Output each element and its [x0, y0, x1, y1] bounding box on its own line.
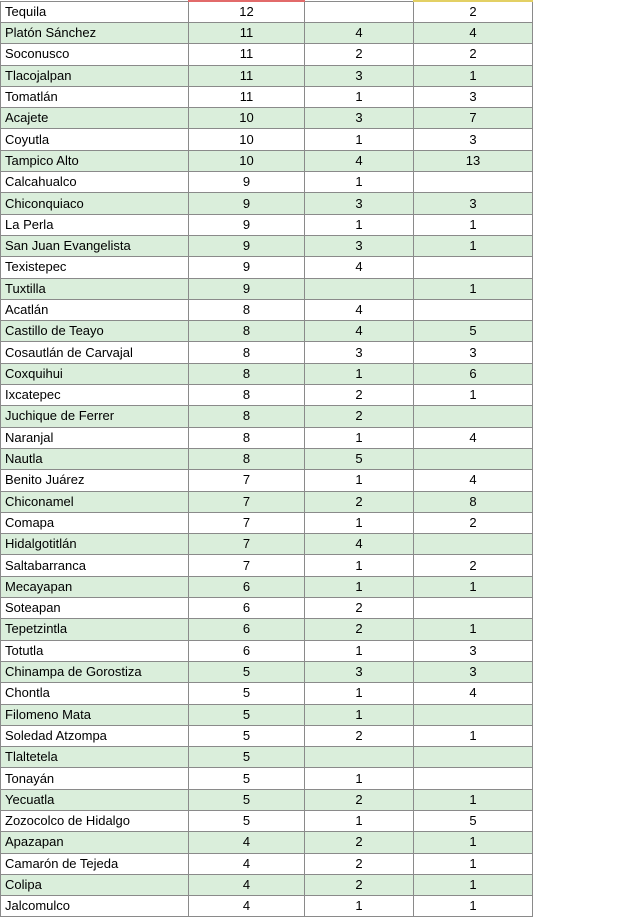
value-cell-col2[interactable]: 3: [305, 65, 414, 86]
table-row: [1, 810, 533, 831]
value-cell-col3[interactable]: 1: [414, 65, 533, 86]
value-cell-col1[interactable]: 9: [189, 172, 305, 193]
value-cell-col1[interactable]: 11: [189, 44, 305, 65]
value-cell-col3[interactable]: 2: [414, 555, 533, 576]
table-row: [1, 683, 533, 704]
table-row: [1, 108, 533, 129]
municipality-cell[interactable]: Chiconamel: [1, 491, 189, 512]
table-row: [1, 193, 533, 214]
municipality-cell[interactable]: Naranjal: [1, 427, 189, 448]
value-cell-col3[interactable]: [414, 406, 533, 427]
value-cell-col2[interactable]: 1: [305, 768, 414, 789]
municipality-cell[interactable]: Ixcatepec: [1, 385, 189, 406]
table-row: [1, 427, 533, 448]
value-cell-col2[interactable]: 1: [305, 896, 414, 917]
value-cell-col3[interactable]: 1: [414, 832, 533, 853]
municipality-cell[interactable]: Tonayán: [1, 768, 189, 789]
value-cell-col2[interactable]: 3: [305, 661, 414, 682]
value-cell-col3[interactable]: 2: [414, 512, 533, 533]
municipality-cell[interactable]: Coxquihui: [1, 363, 189, 384]
value-cell-col3[interactable]: 1: [414, 874, 533, 895]
value-cell-col2[interactable]: 2: [305, 406, 414, 427]
value-cell-col3[interactable]: 1: [414, 896, 533, 917]
table-row: [1, 470, 533, 491]
table-row: [1, 1, 533, 23]
value-cell-col1[interactable]: 9: [189, 257, 305, 278]
value-cell-col2[interactable]: 1: [305, 555, 414, 576]
municipality-cell[interactable]: Camarón de Tejeda: [1, 853, 189, 874]
municipality-cell[interactable]: Texistepec: [1, 257, 189, 278]
value-cell-col2[interactable]: 3: [305, 193, 414, 214]
table-row: [1, 44, 533, 65]
value-cell-col3[interactable]: [414, 172, 533, 193]
value-cell-col1[interactable]: 8: [189, 406, 305, 427]
table-row: [1, 725, 533, 746]
value-cell-col1[interactable]: 10: [189, 108, 305, 129]
municipality-cell[interactable]: Chiconquiaco: [1, 193, 189, 214]
value-cell-col2[interactable]: 1: [305, 427, 414, 448]
value-cell-col2[interactable]: 4: [305, 321, 414, 342]
value-cell-col2[interactable]: 2: [305, 491, 414, 512]
value-cell-col2[interactable]: 1: [305, 704, 414, 725]
value-cell-col1[interactable]: 9: [189, 278, 305, 299]
municipality-cell[interactable]: Colipa: [1, 874, 189, 895]
value-cell-col3[interactable]: [414, 257, 533, 278]
value-cell-col1[interactable]: 9: [189, 235, 305, 256]
value-cell-col3[interactable]: 5: [414, 810, 533, 831]
value-cell-col3[interactable]: 4: [414, 470, 533, 491]
value-cell-col3[interactable]: 4: [414, 23, 533, 44]
table-row: [1, 661, 533, 682]
municipality-cell[interactable]: Tomatlán: [1, 86, 189, 107]
value-cell-col1[interactable]: 6: [189, 619, 305, 640]
table-row: [1, 555, 533, 576]
table-row: [1, 491, 533, 512]
value-cell-col3[interactable]: 1: [414, 214, 533, 235]
value-cell-col3[interactable]: 4: [414, 683, 533, 704]
municipality-cell[interactable]: Acajete: [1, 108, 189, 129]
value-cell-col1[interactable]: 4: [189, 896, 305, 917]
municipality-cell[interactable]: Soledad Atzompa: [1, 725, 189, 746]
value-cell-col1[interactable]: 8: [189, 342, 305, 363]
municipality-cell[interactable]: Castillo de Teayo: [1, 321, 189, 342]
table-row: [1, 23, 533, 44]
value-cell-col1[interactable]: 10: [189, 129, 305, 150]
value-cell-col2[interactable]: 1: [305, 810, 414, 831]
value-cell-col2[interactable]: 2: [305, 832, 414, 853]
value-cell-col1[interactable]: 11: [189, 86, 305, 107]
value-cell-col1[interactable]: 5: [189, 810, 305, 831]
municipality-cell[interactable]: Coyutla: [1, 129, 189, 150]
value-cell-col2[interactable]: 3: [305, 342, 414, 363]
value-cell-col3[interactable]: 13: [414, 150, 533, 171]
value-cell-col3[interactable]: 1: [414, 853, 533, 874]
value-cell-col3[interactable]: [414, 768, 533, 789]
value-cell-col1[interactable]: 8: [189, 363, 305, 384]
municipality-cell[interactable]: Apazapan: [1, 832, 189, 853]
value-cell-col2[interactable]: 1: [305, 683, 414, 704]
municipality-cell[interactable]: Benito Juárez: [1, 470, 189, 491]
value-cell-col3[interactable]: 3: [414, 86, 533, 107]
value-cell-col2[interactable]: 4: [305, 299, 414, 320]
value-cell-col2[interactable]: 2: [305, 44, 414, 65]
value-cell-col2[interactable]: [305, 747, 414, 768]
value-cell-col2[interactable]: 2: [305, 619, 414, 640]
value-cell-col2[interactable]: 4: [305, 150, 414, 171]
value-cell-col3[interactable]: 6: [414, 363, 533, 384]
value-cell-col1[interactable]: 5: [189, 725, 305, 746]
table-row: [1, 299, 533, 320]
value-cell-col3[interactable]: 8: [414, 491, 533, 512]
value-cell-col3[interactable]: 5: [414, 321, 533, 342]
table-row: [1, 747, 533, 768]
table-row: [1, 598, 533, 619]
table-row: [1, 65, 533, 86]
value-cell-col1[interactable]: 6: [189, 598, 305, 619]
municipality-cell[interactable]: Cosautlán de Carvajal: [1, 342, 189, 363]
municipality-cell[interactable]: Yecuatla: [1, 789, 189, 810]
municipality-cell[interactable]: Soconusco: [1, 44, 189, 65]
value-cell-col1[interactable]: 10: [189, 150, 305, 171]
municipality-cell[interactable]: Tampico Alto: [1, 150, 189, 171]
value-cell-col1[interactable]: 7: [189, 555, 305, 576]
table-row: [1, 321, 533, 342]
table-row: [1, 172, 533, 193]
table-row: [1, 832, 533, 853]
table-row: [1, 406, 533, 427]
value-cell-col1[interactable]: 4: [189, 832, 305, 853]
value-cell-col2[interactable]: 2: [305, 725, 414, 746]
value-cell-col3[interactable]: [414, 747, 533, 768]
value-cell-col3[interactable]: 1: [414, 235, 533, 256]
value-cell-col1[interactable]: 8: [189, 299, 305, 320]
table-row: [1, 129, 533, 150]
value-cell-col1[interactable]: 7: [189, 534, 305, 555]
value-cell-col3[interactable]: 2: [414, 44, 533, 65]
municipality-cell[interactable]: Jalcomulco: [1, 896, 189, 917]
municipality-cell[interactable]: Tlaltetela: [1, 747, 189, 768]
value-cell-col1[interactable]: 6: [189, 576, 305, 597]
table-row: [1, 86, 533, 107]
value-cell-col1[interactable]: 8: [189, 427, 305, 448]
value-cell-col1[interactable]: 8: [189, 321, 305, 342]
municipality-cell[interactable]: Tequila: [1, 1, 189, 23]
table-row: [1, 619, 533, 640]
value-cell-col2[interactable]: 1: [305, 129, 414, 150]
value-cell-col1[interactable]: 8: [189, 385, 305, 406]
municipality-cell[interactable]: Totutla: [1, 640, 189, 661]
value-cell-col3[interactable]: [414, 598, 533, 619]
value-cell-col2[interactable]: 1: [305, 576, 414, 597]
value-cell-col3[interactable]: 1: [414, 725, 533, 746]
municipality-cell[interactable]: San Juan Evangelista: [1, 235, 189, 256]
value-cell-col2[interactable]: 1: [305, 363, 414, 384]
table-row: [1, 640, 533, 661]
value-cell-col1[interactable]: 5: [189, 747, 305, 768]
value-cell-col1[interactable]: 5: [189, 683, 305, 704]
municipality-cell[interactable]: La Perla: [1, 214, 189, 235]
value-cell-col3[interactable]: 3: [414, 342, 533, 363]
value-cell-col3[interactable]: [414, 448, 533, 469]
table-row: [1, 257, 533, 278]
value-cell-col3[interactable]: 1: [414, 789, 533, 810]
municipality-cell[interactable]: Hidalgotitlán: [1, 534, 189, 555]
value-cell-col1[interactable]: 4: [189, 874, 305, 895]
municipality-cell[interactable]: Chinampa de Gorostiza: [1, 661, 189, 682]
value-cell-col2[interactable]: 1: [305, 86, 414, 107]
table-row: [1, 512, 533, 533]
value-cell-col2[interactable]: 3: [305, 108, 414, 129]
table-row: [1, 385, 533, 406]
value-cell-col3[interactable]: 3: [414, 661, 533, 682]
table-row: [1, 789, 533, 810]
value-cell-col1[interactable]: 7: [189, 470, 305, 491]
value-cell-col1[interactable]: 11: [189, 23, 305, 44]
municipality-cell[interactable]: Comapa: [1, 512, 189, 533]
municipality-cell[interactable]: Soteapan: [1, 598, 189, 619]
value-cell-col2[interactable]: 4: [305, 257, 414, 278]
value-cell-col3[interactable]: 1: [414, 278, 533, 299]
municipality-cell[interactable]: Calcahualco: [1, 172, 189, 193]
municipality-cell[interactable]: Platón Sánchez: [1, 23, 189, 44]
value-cell-col2[interactable]: [305, 1, 414, 23]
value-cell-col1[interactable]: 5: [189, 704, 305, 725]
value-cell-col3[interactable]: [414, 704, 533, 725]
value-cell-col2[interactable]: 4: [305, 534, 414, 555]
table-body: [1, 1, 533, 917]
table-row: [1, 874, 533, 895]
municipality-cell[interactable]: Tuxtilla: [1, 278, 189, 299]
value-cell-col2[interactable]: 1: [305, 214, 414, 235]
value-cell-col3[interactable]: 2: [414, 1, 533, 23]
value-cell-col1[interactable]: 4: [189, 853, 305, 874]
municipality-cell[interactable]: Zozocolco de Hidalgo: [1, 810, 189, 831]
table-row: [1, 342, 533, 363]
table-row: [1, 576, 533, 597]
value-cell-col2[interactable]: 4: [305, 23, 414, 44]
value-cell-col3[interactable]: 7: [414, 108, 533, 129]
value-cell-col1[interactable]: 5: [189, 789, 305, 810]
value-cell-col3[interactable]: 3: [414, 640, 533, 661]
municipality-cell[interactable]: Juchique de Ferrer: [1, 406, 189, 427]
value-cell-col1[interactable]: 7: [189, 491, 305, 512]
table-row: [1, 896, 533, 917]
value-cell-col2[interactable]: 1: [305, 640, 414, 661]
municipality-cell[interactable]: Mecayapan: [1, 576, 189, 597]
municipality-cell[interactable]: Saltabarranca: [1, 555, 189, 576]
table-row: [1, 768, 533, 789]
table-row: [1, 150, 533, 171]
value-cell-col2[interactable]: 2: [305, 385, 414, 406]
value-cell-col2[interactable]: 3: [305, 235, 414, 256]
table-row: [1, 278, 533, 299]
value-cell-col1[interactable]: 8: [189, 448, 305, 469]
value-cell-col3[interactable]: 1: [414, 619, 533, 640]
value-cell-col3[interactable]: 3: [414, 129, 533, 150]
value-cell-col3[interactable]: 1: [414, 576, 533, 597]
value-cell-col2[interactable]: 2: [305, 874, 414, 895]
value-cell-col1[interactable]: 5: [189, 768, 305, 789]
table-row: [1, 448, 533, 469]
value-cell-col3[interactable]: 3: [414, 193, 533, 214]
table-row: [1, 704, 533, 725]
municipality-cell[interactable]: Filomeno Mata: [1, 704, 189, 725]
value-cell-col1[interactable]: 5: [189, 661, 305, 682]
municipality-cell[interactable]: Nautla: [1, 448, 189, 469]
value-cell-col1[interactable]: 9: [189, 193, 305, 214]
value-cell-col3[interactable]: [414, 299, 533, 320]
value-cell-col2[interactable]: 1: [305, 512, 414, 533]
table-row: [1, 214, 533, 235]
value-cell-col2[interactable]: 2: [305, 598, 414, 619]
municipality-cell[interactable]: Chontla: [1, 683, 189, 704]
value-cell-col3[interactable]: [414, 534, 533, 555]
table-row: [1, 235, 533, 256]
value-cell-col2[interactable]: 2: [305, 853, 414, 874]
table-row: [1, 363, 533, 384]
municipality-cell[interactable]: Tepetzintla: [1, 619, 189, 640]
value-cell-col1[interactable]: 6: [189, 640, 305, 661]
value-cell-col1[interactable]: 12: [189, 1, 305, 23]
value-cell-col1[interactable]: 7: [189, 512, 305, 533]
value-cell-col2[interactable]: 5: [305, 448, 414, 469]
value-cell-col3[interactable]: 4: [414, 427, 533, 448]
municipality-cell[interactable]: Tlacojalpan: [1, 65, 189, 86]
value-cell-col2[interactable]: 2: [305, 789, 414, 810]
value-cell-col2[interactable]: 1: [305, 470, 414, 491]
municipality-cell[interactable]: Acatlán: [1, 299, 189, 320]
value-cell-col3[interactable]: 1: [414, 385, 533, 406]
value-cell-col2[interactable]: [305, 278, 414, 299]
value-cell-col1[interactable]: 11: [189, 65, 305, 86]
value-cell-col1[interactable]: 9: [189, 214, 305, 235]
table-row: [1, 853, 533, 874]
table-row: [1, 534, 533, 555]
value-cell-col2[interactable]: 1: [305, 172, 414, 193]
